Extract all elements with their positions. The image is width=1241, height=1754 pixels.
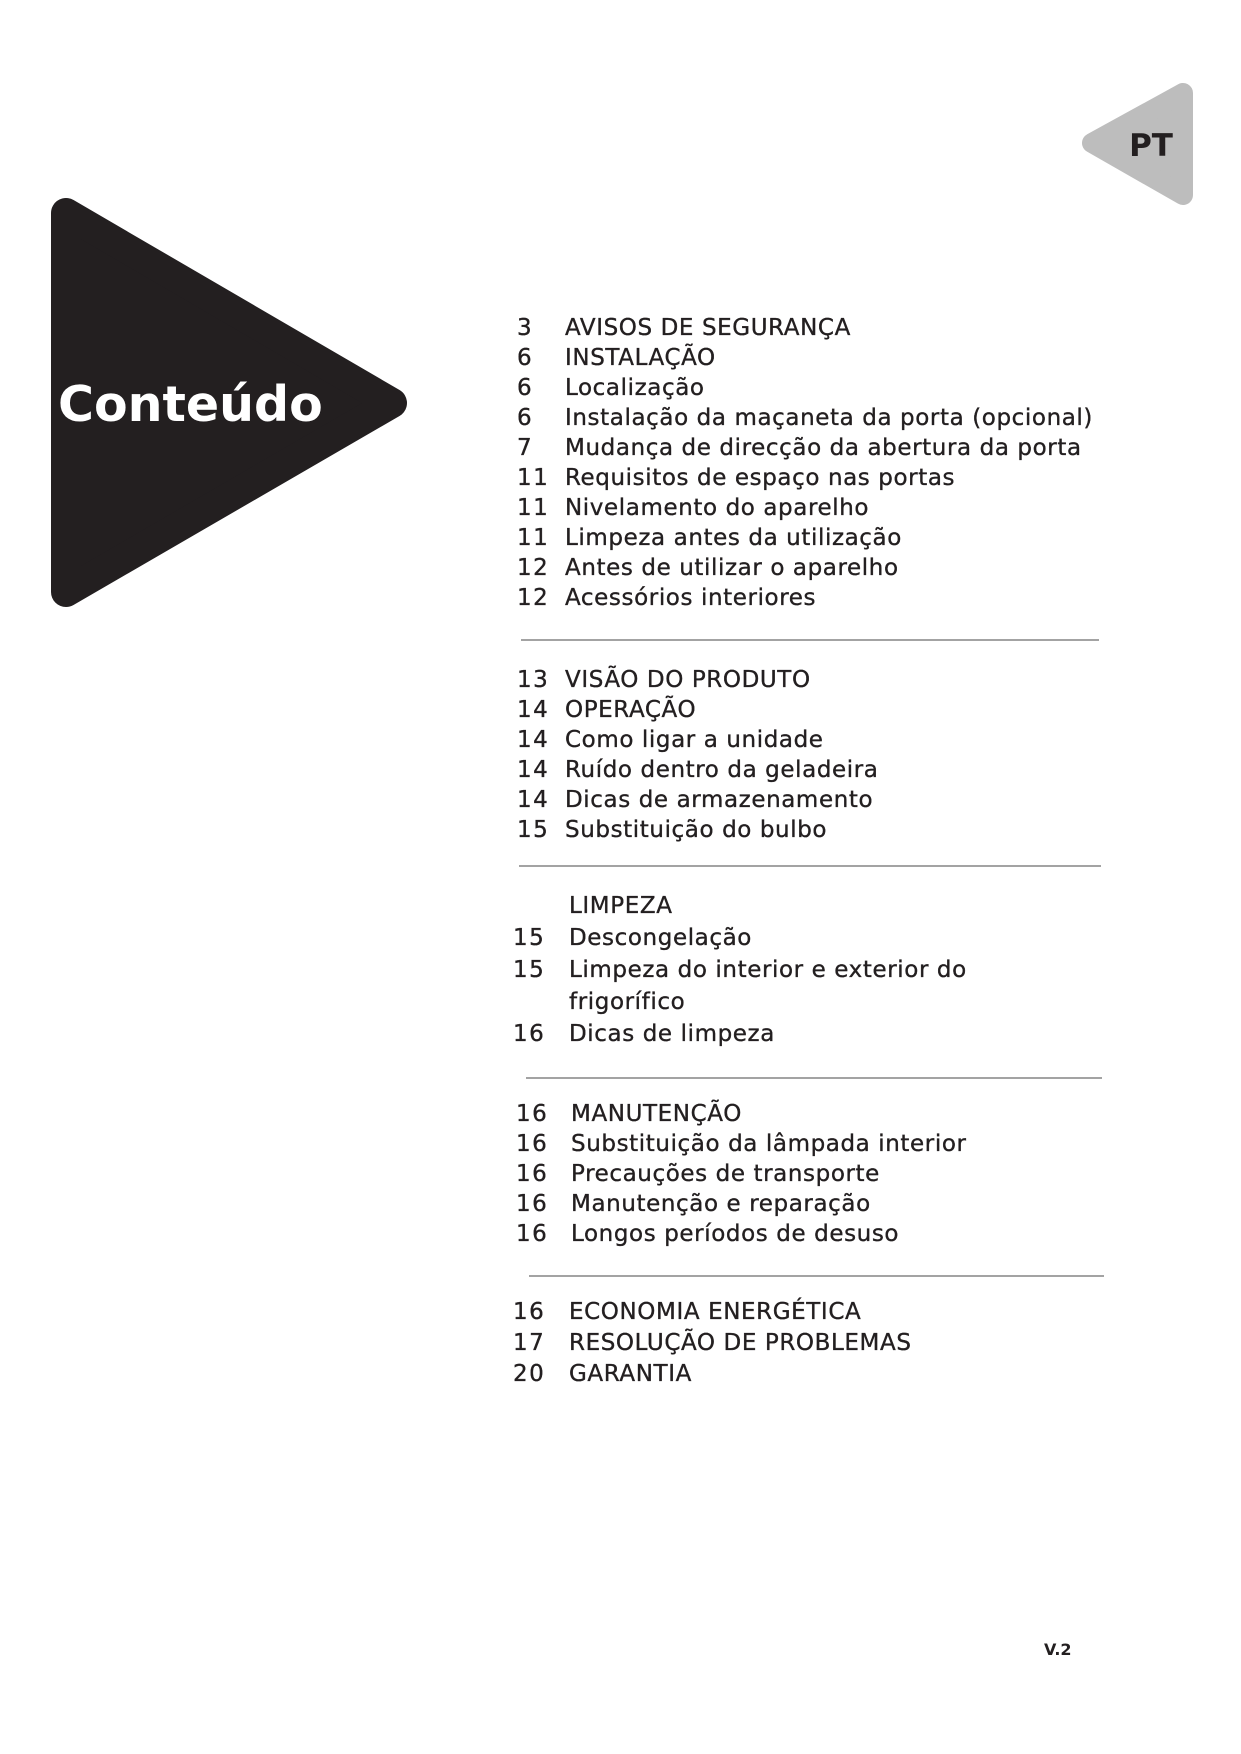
toc-entry <box>517 785 879 815</box>
toc-entry <box>513 954 989 1018</box>
toc-section <box>517 665 879 845</box>
toc-entry <box>513 1359 912 1390</box>
toc-entry-label: Substituição da lâmpada interior <box>571 1131 967 1157</box>
toc-entry <box>517 725 879 755</box>
section-divider <box>529 1275 1104 1277</box>
toc-entry <box>517 493 1093 523</box>
toc-entry <box>516 1159 967 1189</box>
toc-page-number: 14 <box>517 757 550 783</box>
toc-page-number: 6 <box>517 345 534 371</box>
section-divider <box>519 865 1101 867</box>
toc-entry-label: OPERAÇÃO <box>565 697 697 723</box>
toc-section <box>517 313 1093 613</box>
toc-entry-label: Ruído dentro da geladeira <box>565 757 879 783</box>
toc-entry <box>517 523 1093 553</box>
toc-entry-label: Requisitos de espaço nas portas <box>565 465 956 491</box>
version-label: V.2 <box>1044 1640 1072 1659</box>
toc-entry-label: VISÃO DO PRODUTO <box>565 667 811 693</box>
toc-page-number: 3 <box>517 315 534 341</box>
toc-entry <box>513 890 989 922</box>
toc-page-number: 16 <box>516 1191 549 1217</box>
toc-page-number: 20 <box>513 1361 546 1387</box>
toc-entry-label: Instalação da maçaneta da porta (opcional) <box>565 405 1093 431</box>
toc-page-number: 16 <box>513 1021 546 1047</box>
toc-entry-label: Dicas de limpeza <box>569 1021 775 1047</box>
toc-entry <box>517 343 1093 373</box>
toc-entry <box>513 922 989 954</box>
toc-entry <box>516 1099 967 1129</box>
toc-page-number: 16 <box>516 1221 549 1247</box>
toc-entry-label: Manutenção e reparação <box>571 1191 871 1217</box>
toc-page-number: 16 <box>516 1101 549 1127</box>
toc-entry <box>516 1129 967 1159</box>
toc-entry <box>517 695 879 725</box>
language-tab-label: PT <box>1129 128 1173 164</box>
toc-entry-label: Longos períodos de desuso <box>571 1221 900 1247</box>
toc-entry <box>517 373 1093 403</box>
section-divider <box>526 1077 1102 1079</box>
toc-page-number: 15 <box>517 817 550 843</box>
toc-entry <box>517 583 1093 613</box>
toc-entry-label: ECONOMIA ENERGÉTICA <box>569 1299 862 1325</box>
toc-entry-label: Descongelação <box>569 925 752 951</box>
toc-page-number: 15 <box>513 957 546 983</box>
toc-entry <box>513 1328 912 1359</box>
toc-page-number: 6 <box>517 405 534 431</box>
toc-entry-label: Mudança de direcção da abertura da porta <box>565 435 1082 461</box>
toc-page-number: 15 <box>513 925 546 951</box>
toc-page-number: 11 <box>517 495 550 521</box>
toc-entry <box>513 1297 912 1328</box>
toc-entry-label: LIMPEZA <box>569 893 673 919</box>
page-title: Conteúdo <box>58 376 323 433</box>
toc-entry <box>516 1219 967 1249</box>
toc-page-number: 14 <box>517 697 550 723</box>
toc-page-number: 12 <box>517 555 550 581</box>
toc-entry-label: Precauções de transporte <box>571 1161 880 1187</box>
toc-page-number: 12 <box>517 585 550 611</box>
toc-entry-label: Dicas de armazenamento <box>565 787 874 813</box>
toc-page-number: 6 <box>517 375 534 401</box>
toc-entry-label: GARANTIA <box>569 1361 692 1387</box>
toc-entry-label: Substituição do bulbo <box>565 817 828 843</box>
toc-page-number: 16 <box>516 1131 549 1157</box>
toc-entry <box>517 665 879 695</box>
toc-entry <box>517 463 1093 493</box>
toc-entry <box>516 1189 967 1219</box>
toc-page-number: 13 <box>517 667 550 693</box>
section-divider <box>521 639 1099 641</box>
toc-entry-label: Localização <box>565 375 705 401</box>
toc-entry <box>513 1018 989 1050</box>
toc-section <box>513 890 989 1050</box>
toc-section <box>513 1297 912 1390</box>
toc-entry-label: RESOLUÇÃO DE PROBLEMAS <box>569 1330 912 1356</box>
toc-entry-label: MANUTENÇÃO <box>571 1101 742 1127</box>
toc-entry-label: Limpeza antes da utilização <box>565 525 902 551</box>
toc-entry-label: AVISOS DE SEGURANÇA <box>565 315 851 341</box>
toc-page-number: 17 <box>513 1330 546 1356</box>
toc-entry-label: Antes de utilizar o aparelho <box>565 555 899 581</box>
toc-entry-label: Limpeza do interior e exterior do frigorífico <box>569 957 967 1015</box>
toc-entry-label: Nivelamento do aparelho <box>565 495 870 521</box>
toc-entry-label: Como ligar a unidade <box>565 727 824 753</box>
toc-entry-label: Acessórios interiores <box>565 585 817 611</box>
toc-page-number: 16 <box>516 1161 549 1187</box>
toc-page-number: 11 <box>517 465 550 491</box>
toc-page-number: 11 <box>517 525 550 551</box>
toc-page-number: 14 <box>517 787 550 813</box>
toc-entry <box>517 433 1093 463</box>
toc-section <box>516 1099 967 1249</box>
toc-entry-label: INSTALAÇÃO <box>565 345 716 371</box>
toc-page-number: 16 <box>513 1299 546 1325</box>
toc-entry <box>517 553 1093 583</box>
toc-page-number: 14 <box>517 727 550 753</box>
toc-entry <box>517 313 1093 343</box>
title-triangle <box>0 0 430 630</box>
toc-entry <box>517 755 879 785</box>
toc-page-number: 7 <box>517 435 534 461</box>
toc-entry <box>517 815 879 845</box>
toc-entry <box>517 403 1093 433</box>
